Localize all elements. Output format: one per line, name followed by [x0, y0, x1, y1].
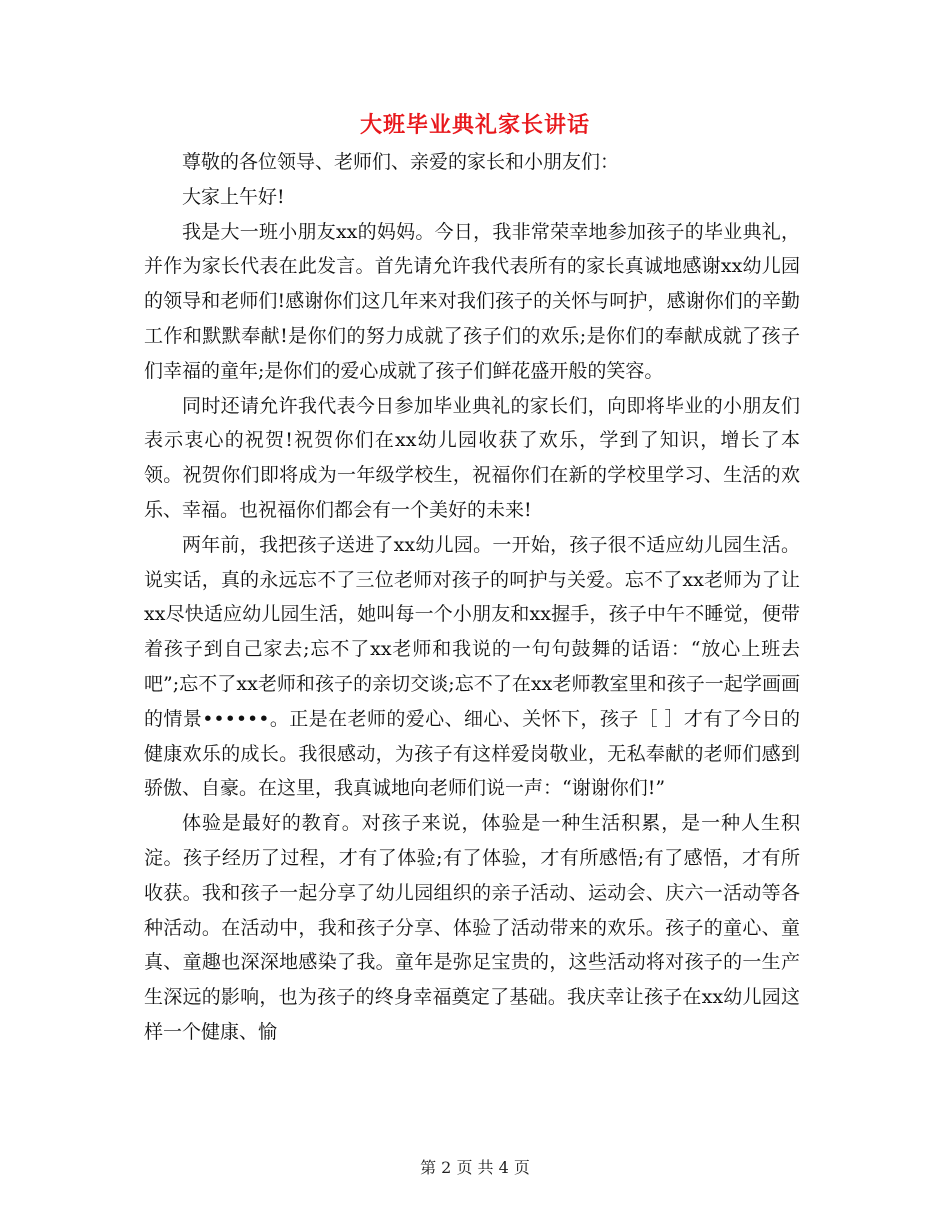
body-paragraph: 我是大一班小朋友xx的妈妈。今日，我非常荣幸地参加孩子的毕业典礼，并作为家长代表在此发言。首先请允许我代表所有的家长真诚地感谢xx幼儿园的领导和老师们!感谢你们这几年来对我们孩子的关怀与呵护，感谢你们的辛勤工作和默默奉献!是你们的努力成就了孩子们的欢乐;是你们的奉献成就了孩子们幸福的童年;是你们的爱心成就了孩子们鲜花盛开般的笑容。: [144, 220, 800, 382]
body-paragraph: 两年前，我把孩子送进了xx幼儿园。一开始，孩子很不适应幼儿园生活。说实话，真的永远忘不了三位老师对孩子的呵护与关爱。忘不了xx老师为了让xx尽快适应幼儿园生活，她叫每一个小朋友和xx握手，孩子中午不睡觉，便带着孩子到自己家去;忘不了xx老师和我说的一句句鼓舞的话语：“放心上班去吧”;忘不了xx老师和孩子的亲切交谈;忘不了在xx老师教室里和孩子一起学画画的情景••••••。正是在老师的爱心、细心、关怀下，孩子［ ］才有了今日的健康欢乐的成长。我很感动，为孩子有这样爱岗敬业，无私奉献的老师们感到骄傲、自豪。在这里，我真诚地向老师们说一声：“谢谢你们!”: [144, 533, 800, 800]
body-paragraph: 体验是最好的教育。对孩子来说，体验是一种生活积累，是一种人生积淀。孩子经历了过程，才有了体验;有了体验，才有所感悟;有了感悟，才有所收获。我和孩子一起分享了幼儿园组织的亲子活动、运动会、庆六一活动等各种活动。在活动中，我和孩子分享、体验了活动带来的欢乐。孩子的童心、童真、童趣也深深地感染了我。童年是弥足宝贵的，这些活动将对孩子的一生产生深远的影响，也为孩子的终身幸福奠定了基础。我庆幸让孩子在xx幼儿园这样一个健康、愉: [144, 812, 800, 1043]
document-body: [144, 145, 800, 1050]
greeting: 大家上午好!: [182, 185, 285, 208]
salutation: 尊敬的各位领导、老师们、亲爱的家长和小朋友们：: [182, 151, 620, 173]
body-paragraph: 同时还请允许我代表今日参加毕业典礼的家长们，向即将毕业的小朋友们表示衷心的祝贺!祝贺你们在xx幼儿园收获了欢乐，学到了知识，增长了本领。祝贺你们即将成为一年级学校生，祝福你们在新的学校里学习、生活的欢乐、幸福。也祝福你们都会有一个美好的未来!: [144, 394, 800, 521]
page-number-footer: 第 2 页 共 4 页: [420, 1158, 530, 1177]
document-title: 大班毕业典礼家长讲话: [359, 112, 590, 138]
